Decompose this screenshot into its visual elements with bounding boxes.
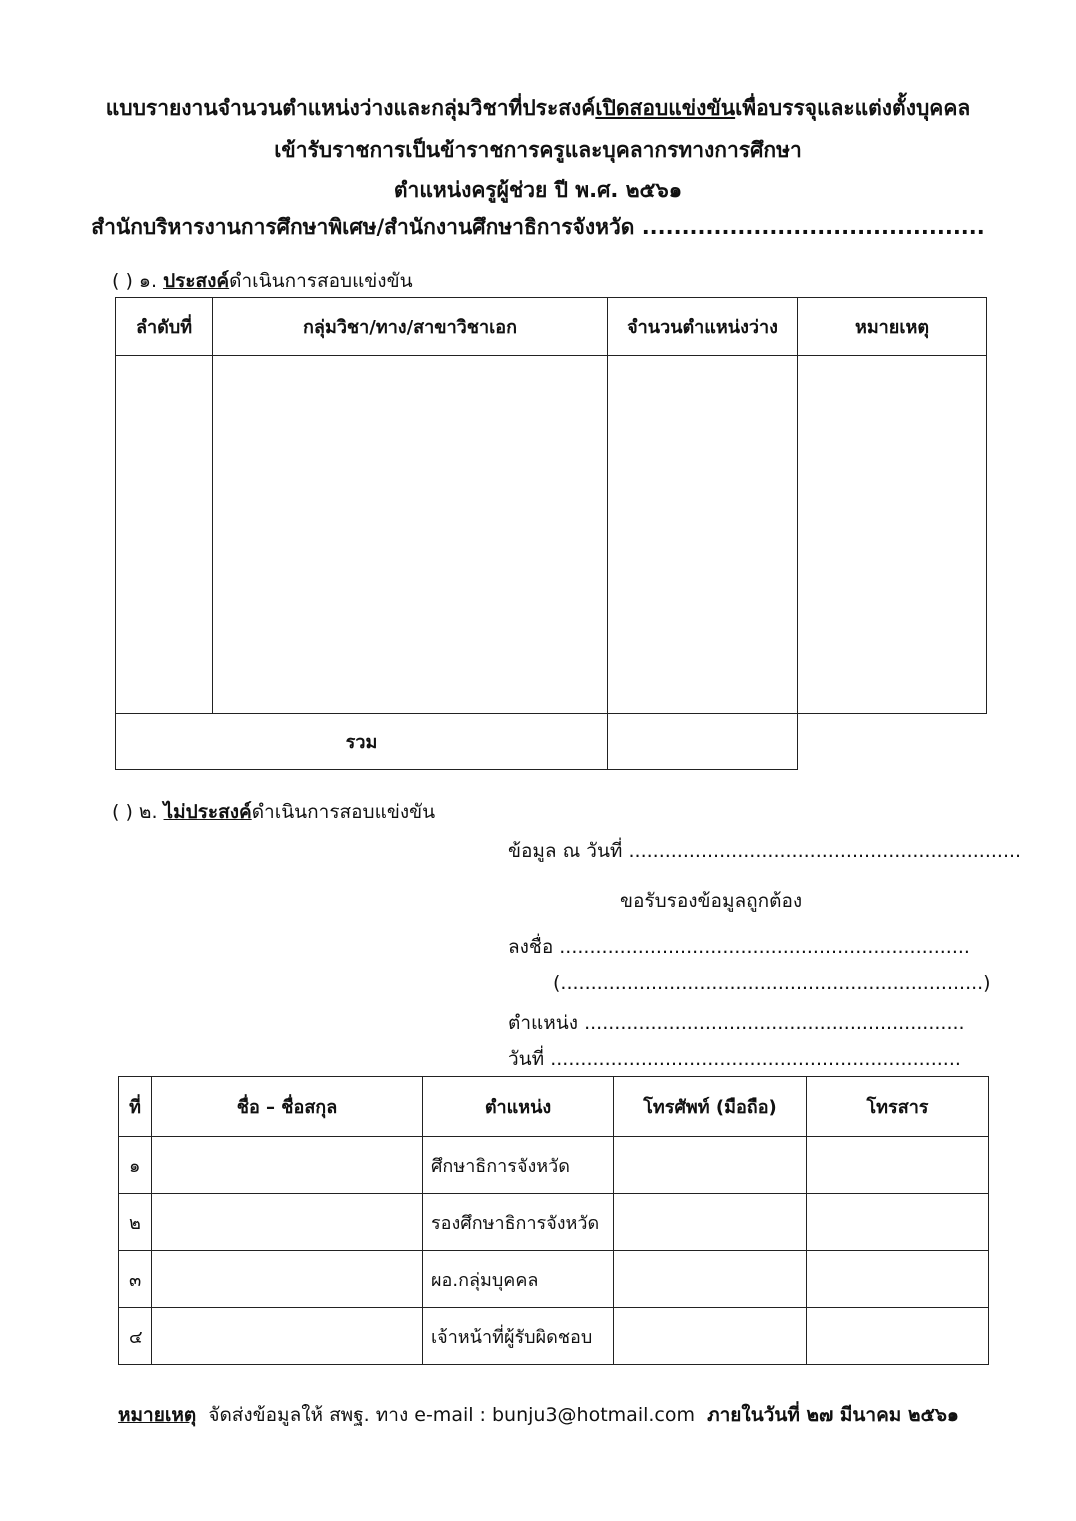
checkbox-1[interactable]: ( ) — [112, 270, 133, 292]
position-cell: เจ้าหน้าที่ผู้รับผิดชอบ — [423, 1308, 614, 1365]
signer-position-field[interactable]: ตำแหน่ง ............................................................... — [508, 1012, 965, 1034]
total-label: รวม — [116, 714, 608, 770]
row-number: ๒ — [119, 1194, 152, 1251]
data-date-field[interactable]: ข้อมูล ณ วันที่ ................................................................. — [508, 840, 1022, 862]
name-cell[interactable] — [152, 1137, 423, 1194]
title-part-b: เพื่อบรรจุและแต่งตั้งบุคคล — [735, 96, 971, 120]
option-1-keyword: ประสงค์ — [163, 270, 230, 292]
form-title-line1 — [0, 92, 1076, 125]
sign-date-field[interactable]: วันที่ .................................................................... — [508, 1048, 961, 1070]
header-vacancies: จำนวนตำแหน่งว่าง — [608, 298, 798, 356]
cell-subject[interactable] — [213, 356, 608, 714]
table-row — [119, 1194, 989, 1251]
vacancy-table — [115, 297, 987, 770]
phone-cell[interactable] — [614, 1308, 807, 1365]
signer-name-field[interactable]: (......................................................................) — [553, 972, 991, 994]
fax-cell[interactable] — [807, 1137, 989, 1194]
footer-email-text: จัดส่งข้อมูลให้ สพฐ. ทาง e-mail : bunju3@hotmail.com — [208, 1404, 695, 1426]
option-1[interactable] — [112, 266, 413, 296]
certify-text: ขอรับรองข้อมูลถูกต้อง — [620, 890, 803, 912]
title-part-a: แบบรายงานจำนวนตำแหน่งว่างและกลุ่มวิชาที่ประสงค์ — [105, 96, 596, 120]
row-number: ๓ — [119, 1251, 152, 1308]
header-remarks: หมายเหตุ — [798, 298, 987, 356]
footer-label: หมายเหตุ — [118, 1404, 197, 1426]
phone-cell[interactable] — [614, 1251, 807, 1308]
total-vacancies-cell[interactable] — [608, 714, 798, 770]
option-2-number: ๒. — [138, 801, 158, 823]
header-subject: กลุ่มวิชา/ทาง/สาขาวิชาเอก — [213, 298, 608, 356]
header-fax: โทรสาร — [807, 1077, 989, 1137]
form-title-line3: ตำแหน่งครูผู้ช่วย ปี พ.ศ. ๒๕๖๑ — [393, 178, 683, 202]
row-number: ๑ — [119, 1137, 152, 1194]
cell-vacancies[interactable] — [608, 356, 798, 714]
table-row — [119, 1308, 989, 1365]
position-cell: ศึกษาธิการจังหวัด — [423, 1137, 614, 1194]
position-cell: ผอ.กลุ่มบุคคล — [423, 1251, 614, 1308]
option-1-number: ๑. — [138, 270, 158, 292]
fax-cell[interactable] — [807, 1308, 989, 1365]
fax-cell[interactable] — [807, 1251, 989, 1308]
table-row — [119, 1137, 989, 1194]
name-cell[interactable] — [152, 1251, 423, 1308]
footer-note — [118, 1400, 959, 1430]
phone-cell[interactable] — [614, 1137, 807, 1194]
table-row — [119, 1251, 989, 1308]
option-2-label: ดำเนินการสอบแข่งขัน — [251, 801, 436, 823]
header-phone: โทรศัพท์ (มือถือ) — [614, 1077, 807, 1137]
fax-cell[interactable] — [807, 1194, 989, 1251]
form-title-line2: เข้ารับราชการเป็นข้าราชการครูและบุคลากรทางการศึกษา — [274, 138, 802, 162]
name-cell[interactable] — [152, 1194, 423, 1251]
title-underlined: เปิดสอบแข่งขัน — [595, 96, 736, 120]
header-no: ที่ — [119, 1077, 152, 1137]
cell-order[interactable] — [116, 356, 213, 714]
header-position: ตำแหน่ง — [423, 1077, 614, 1137]
option-2[interactable] — [112, 797, 435, 827]
signature-field[interactable]: ลงชื่อ .................................................................... — [508, 936, 970, 958]
footer-deadline: ภายในวันที่ ๒๗ มีนาคม ๒๕๖๑ — [707, 1404, 959, 1426]
checkbox-2[interactable]: ( ) — [112, 801, 133, 823]
position-cell: รองศึกษาธิการจังหวัด — [423, 1194, 614, 1251]
option-2-keyword: ไม่ประสงค์ — [163, 801, 252, 823]
phone-cell[interactable] — [614, 1194, 807, 1251]
header-name: ชื่อ – ชื่อสกุล — [152, 1077, 423, 1137]
cell-remarks[interactable] — [798, 356, 987, 714]
empty-cell — [798, 714, 987, 770]
row-number: ๔ — [119, 1308, 152, 1365]
header-order: ลำดับที่ — [116, 298, 213, 356]
contact-table — [118, 1076, 989, 1365]
name-cell[interactable] — [152, 1308, 423, 1365]
option-1-label: ดำเนินการสอบแข่งขัน — [229, 270, 413, 292]
form-title-line4: สำนักบริหารงานการศึกษาพิเศษ/สำนักงานศึกษาธิการจังหวัด ........................................... — [91, 215, 985, 239]
